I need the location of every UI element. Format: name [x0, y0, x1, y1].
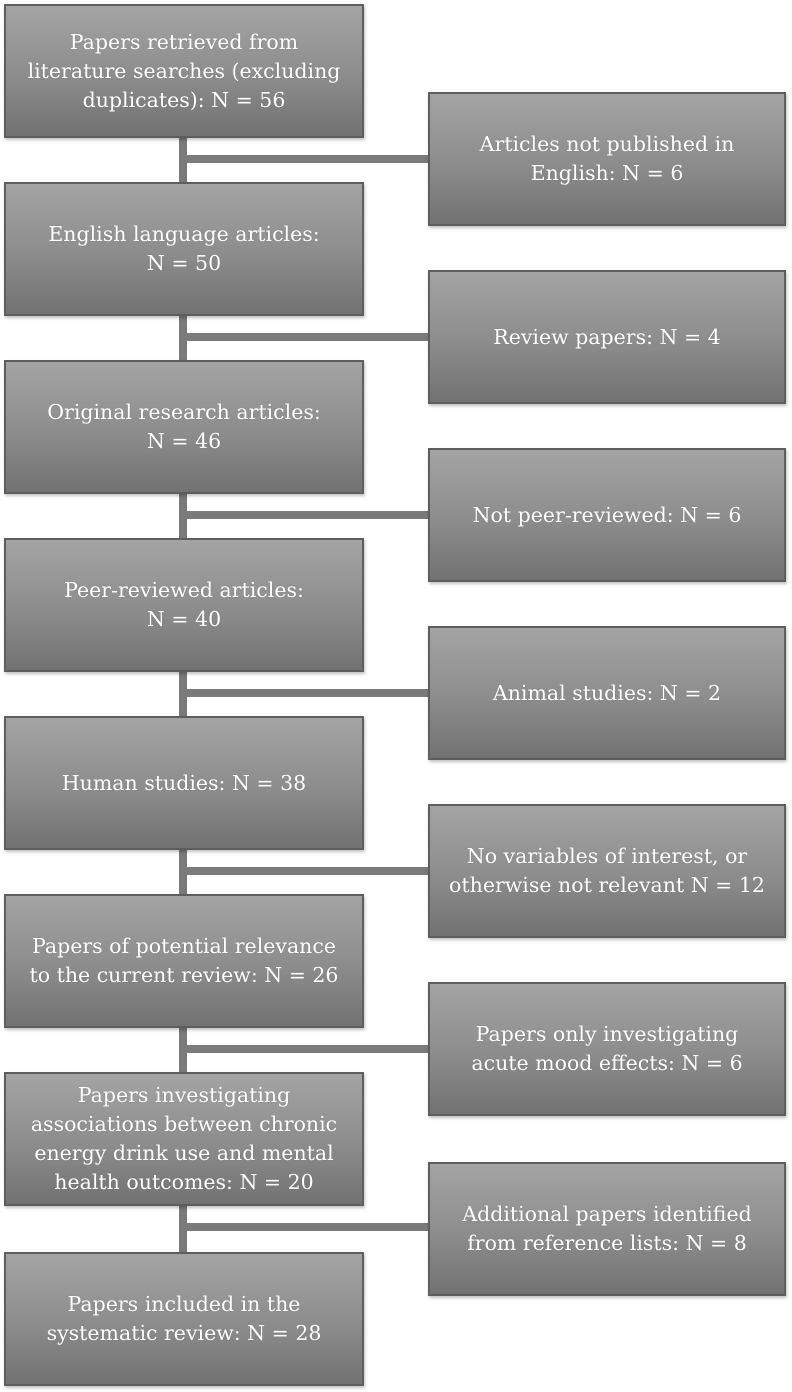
- flow-box-label: Papers investigating associations between chronic energy drink use and mental health outcomes: N = 20: [30, 1083, 338, 1194]
- exclusion-box-label: Papers only investigating acute mood effects: N = 6: [471, 1022, 743, 1075]
- exclusion-box-animal-studies: [428, 626, 786, 760]
- flow-box-chronic-use: [4, 1072, 364, 1206]
- flow-box-human-studies: [4, 716, 364, 850]
- flow-box-label: Peer-reviewed articles: N = 40: [64, 578, 304, 631]
- flow-box-label: Papers included in the systematic review: N = 28: [46, 1292, 322, 1345]
- connector-line: [183, 1045, 429, 1053]
- flow-box-label: Papers retrieved from literature searches (excluding duplicates): N = 56: [27, 29, 341, 112]
- flow-box-retrieved: [4, 4, 364, 138]
- connector-line: [183, 1223, 429, 1231]
- flow-box-label: Original research articles: N = 46: [47, 400, 321, 453]
- exclusion-box-review-papers: [428, 270, 786, 404]
- flow-box-peer-reviewed: [4, 538, 364, 672]
- addition-box-reference-lists: [428, 1162, 786, 1296]
- flow-box-original-research: [4, 360, 364, 494]
- exclusion-box-label: Articles not published in English: N = 6: [479, 132, 735, 185]
- exclusion-box-acute-mood: [428, 982, 786, 1116]
- flow-box-english: [4, 182, 364, 316]
- exclusion-box-not-relevant: [428, 804, 786, 938]
- connector-line: [183, 333, 429, 341]
- connector-line: [183, 867, 429, 875]
- flow-box-label: English language articles: N = 50: [48, 222, 320, 275]
- exclusion-box-not-peer-reviewed: [428, 448, 786, 582]
- exclusion-box-label: Animal studies: N = 2: [492, 680, 722, 705]
- exclusion-box-label: Review papers: N = 4: [493, 324, 721, 349]
- connector-line: [183, 155, 429, 163]
- connector-line: [183, 689, 429, 697]
- connector-line: [183, 511, 429, 519]
- flow-box-included: [4, 1252, 364, 1386]
- flow-box-potential-relevance: [4, 894, 364, 1028]
- flow-box-label: Papers of potential relevance to the current review: N = 26: [29, 934, 339, 987]
- exclusion-box-non-english: [428, 92, 786, 226]
- flow-box-label: Human studies: N = 38: [61, 770, 307, 795]
- exclusion-box-label: Not peer-reviewed: N = 6: [472, 502, 742, 527]
- addition-box-label: Additional papers identified from reference lists: N = 8: [462, 1202, 752, 1255]
- exclusion-box-label: No variables of interest, or otherwise not relevant N = 12: [449, 844, 765, 897]
